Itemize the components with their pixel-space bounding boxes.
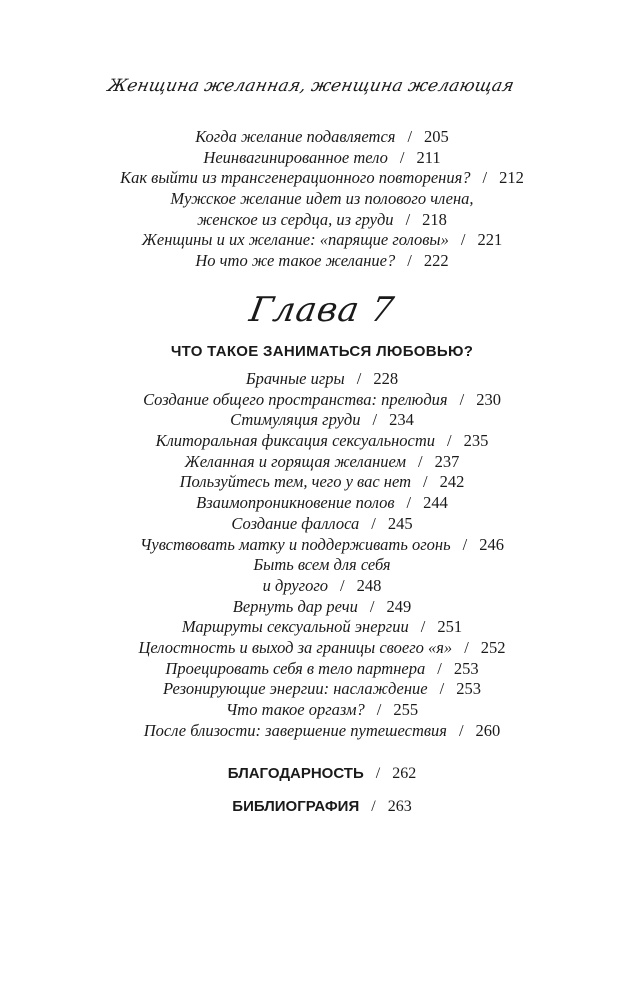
toc-entry (0, 230, 644, 251)
toc-entry-page: 237 (434, 451, 460, 471)
toc-entry-separator: / (439, 679, 445, 699)
toc-entry-page: 252 (480, 637, 506, 657)
toc-entry-title: и другого (262, 575, 329, 595)
toc-entry-acknowledgements (0, 765, 644, 783)
toc-entry (0, 493, 644, 514)
toc-entry-page: 245 (387, 513, 413, 533)
toc-entry (0, 472, 644, 493)
toc-entry-separator: / (369, 596, 375, 616)
toc-entry-page: 253 (453, 658, 479, 678)
toc-entry-separator: / (460, 230, 466, 250)
toc-entry (0, 410, 644, 431)
toc-entry-title: женское из сердца, из груди (197, 209, 394, 229)
toc-entry-page: 255 (393, 700, 419, 719)
toc-entry-page: 263 (387, 798, 412, 815)
toc-entry-title: Взаимопроникновение полов (196, 493, 395, 513)
toc-entry (0, 617, 644, 638)
toc-entry-separator: / (437, 658, 442, 678)
toc-entry-separator: / (464, 637, 469, 657)
toc-entry (0, 721, 644, 742)
toc-entry-bibliography (0, 798, 644, 816)
toc-entry-page: 262 (392, 765, 417, 782)
toc-entry-separator: / (340, 575, 345, 595)
toc-entry-title: Когда желание подавляется (195, 127, 396, 146)
running-head: Женщина желанная, женщина желающая (105, 76, 516, 96)
toc-entry-separator: / (418, 451, 423, 471)
chapter-label: Глава 7 (246, 290, 398, 330)
toc-entry-page: 251 (437, 617, 463, 637)
toc-entry-separator: / (420, 617, 426, 637)
toc-entry-title: Резонирующие энергии: наслаждение (163, 679, 428, 699)
toc-entry-page: 249 (386, 596, 412, 616)
toc-entry-title: БЛАГОДАРНОСТЬ (227, 765, 364, 782)
toc-entry-separator: / (372, 410, 378, 430)
toc-chapter-section (0, 369, 644, 741)
toc-entry-title: Создание общего пространства: прелюдия (143, 389, 448, 409)
toc-entry-page: 248 (356, 575, 382, 595)
toc-entry-separator: / (406, 493, 412, 513)
toc-entry-separator: / (405, 209, 411, 229)
toc-entry-title: Желанная и горящая желанием (184, 451, 406, 471)
toc-entry (0, 659, 644, 680)
toc-entry-title: После близости: завершение путешествия (143, 720, 447, 740)
toc-entry (0, 369, 644, 390)
toc-entry (0, 127, 644, 148)
toc-entry (0, 431, 644, 452)
toc-entry-title: Клиторальная фиксация сексуальности (155, 431, 436, 451)
toc-entry-title: Чувствовать матку и поддерживать огонь (140, 534, 451, 554)
toc-entry-separator: / (462, 534, 468, 554)
toc-entry-page: 221 (477, 230, 503, 250)
toc-entry (0, 535, 644, 556)
toc-entry-separator: / (458, 720, 464, 740)
toc-entry-page: 235 (463, 431, 489, 451)
toc-entry-separator: / (407, 127, 413, 146)
toc-entry-title: БИБЛИОГРАФИЯ (232, 798, 360, 815)
toc-entry (0, 148, 644, 169)
toc-entry-title: Что такое оргазм? (225, 700, 365, 719)
toc-entry-page: 242 (439, 472, 465, 492)
toc-entry-page: 253 (456, 679, 481, 699)
toc-entry-page: 218 (422, 209, 447, 229)
toc-entry (0, 555, 644, 576)
toc-entry-separator: / (371, 798, 376, 815)
toc-entry-separator: / (423, 472, 428, 492)
toc-entry-separator: / (459, 389, 465, 409)
chapter-title: ЧТО ТАКОЕ ЗАНИМАТЬСЯ ЛЮБОВЬЮ? (170, 343, 474, 360)
toc-entry-title: Мужское желание идет из полового члена, (170, 189, 474, 209)
toc-entry-separator: / (399, 147, 405, 167)
toc-entry-separator: / (376, 700, 382, 719)
toc-entry-separator: / (375, 765, 381, 782)
toc-entry-page: 228 (373, 369, 399, 388)
toc-entry (0, 514, 644, 535)
toc-entry-page: 222 (423, 251, 449, 271)
toc-entry (0, 210, 644, 231)
toc-entry-title: Быть всем для себя (253, 555, 391, 575)
toc-entry-title: Но что же такое желание? (195, 251, 396, 271)
toc-entry (0, 390, 644, 411)
toc-entry-title: Женщины и их желание: «парящие головы» (141, 230, 449, 250)
toc-top-section (0, 127, 644, 272)
toc-entry (0, 700, 644, 721)
toc-entry-title: Брачные игры (245, 369, 345, 388)
toc-entry (0, 189, 644, 210)
toc-entry-page: 230 (476, 389, 501, 409)
toc-entry-title: Целостность и выход за границы своего «я» (138, 637, 453, 657)
toc-entry-page: 244 (423, 493, 448, 513)
toc-entry (0, 168, 644, 189)
toc-entry (0, 679, 644, 700)
toc-entry-page: 260 (475, 720, 501, 740)
toc-entry-title: Вернуть дар речи (232, 596, 358, 616)
toc-entry-separator: / (407, 251, 412, 271)
toc-entry-separator: / (371, 513, 376, 533)
toc-entry-page: 234 (389, 410, 414, 430)
toc-entry-title: Проецировать себя в тело партнера (165, 658, 426, 678)
toc-entry (0, 576, 644, 597)
toc-entry-title: Создание фаллоса (231, 513, 360, 533)
toc-entry (0, 452, 644, 473)
toc-entry-page: 211 (416, 147, 441, 167)
toc-entry-separator: / (482, 168, 488, 188)
toc-entry-page: 246 (479, 534, 504, 554)
toc-entry-separator: / (356, 369, 362, 388)
toc-entry (0, 251, 644, 272)
toc-entry-title: Стимуляция груди (230, 410, 361, 430)
toc-entry (0, 597, 644, 618)
toc-entry-title: Как выйти из трансгенерационного повторения? (120, 168, 471, 188)
toc-entry-page: 212 (499, 168, 524, 188)
toc-entry (0, 638, 644, 659)
toc-entry-title: Маршруты сексуальной энергии (181, 617, 409, 637)
toc-entry-title: Неинвагинированное тело (203, 147, 388, 167)
toc-entry-title: Пользуйтесь тем, чего у вас нет (179, 472, 411, 492)
toc-entry-page: 205 (424, 127, 449, 146)
toc-entry-separator: / (447, 431, 452, 451)
